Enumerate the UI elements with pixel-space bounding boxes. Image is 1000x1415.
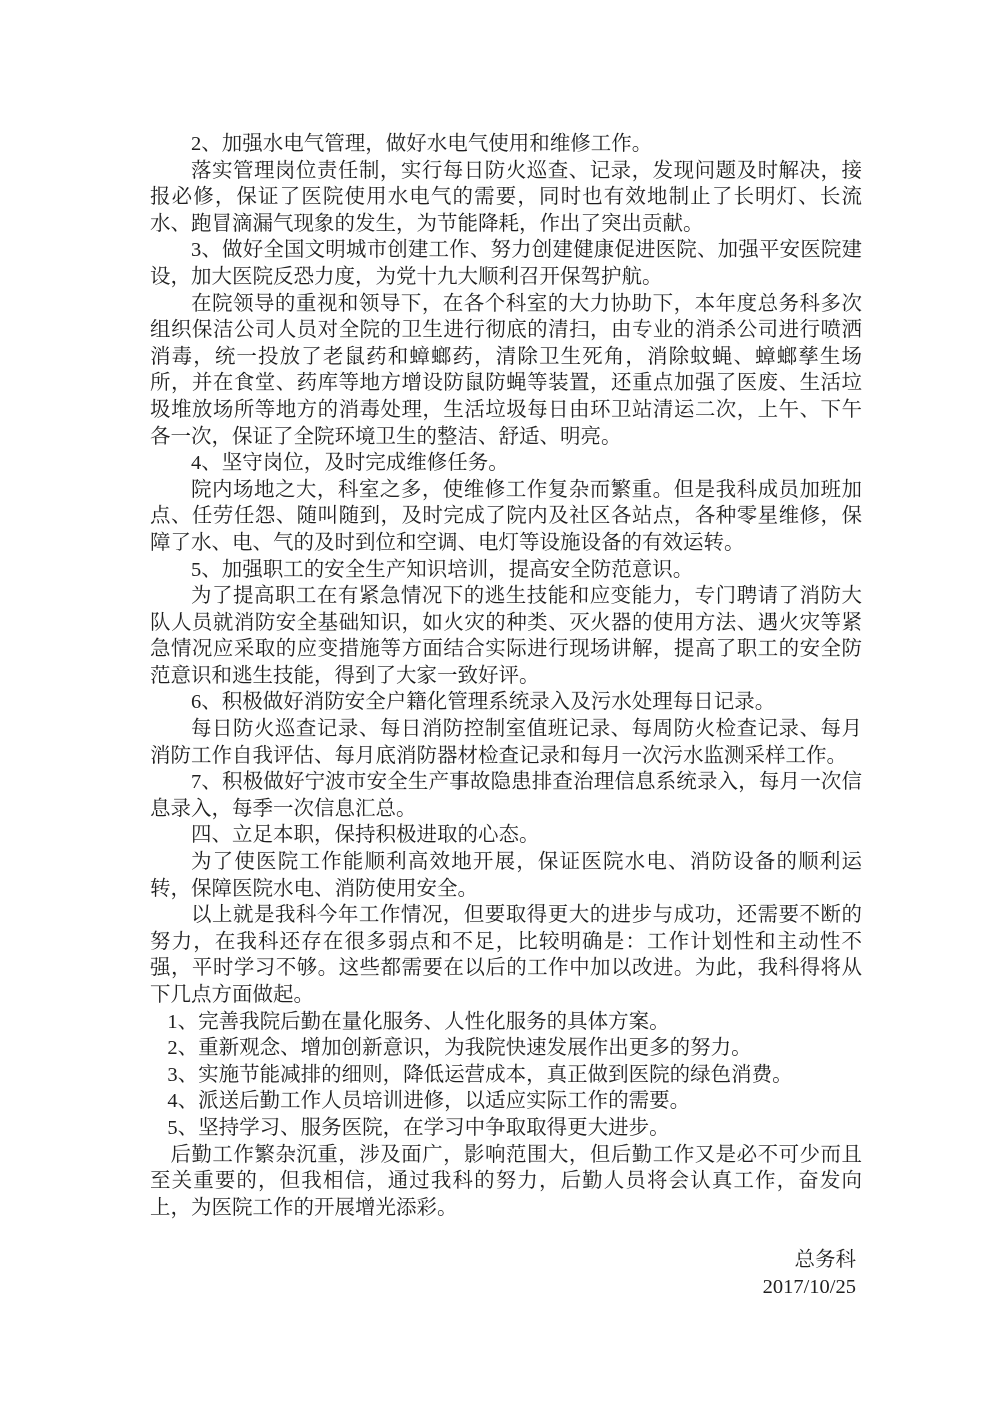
document-content <box>150 131 862 1301</box>
document-body <box>150 131 862 1221</box>
paragraph: 后勤工作繁杂沉重，涉及面广，影响范围大，但后勤工作又是必不可少而且至关重要的，但我相信，通过我科的努力，后勤人员将会认真工作，奋发向上，为医院工作的开展增光添彩。 <box>150 1143 862 1219</box>
paragraph: 3、实施节能减排的细则，降低运营成本，真正做到医院的绿色消费。 <box>167 1063 793 1086</box>
paragraph: 在院领导的重视和领导下，在各个科室的大力协助下，本年度总务科多次组织保洁公司人员对全院的卫生进行彻底的清扫，由专业的消杀公司进行喷洒消毒，统一投放了老鼠药和蟑螂药，清除卫生死角，消除蚊蝇、蟑螂孳生场所，并在食堂、药库等地方增设防鼠防蝇等装置，还重点加强了医废、生活垃圾堆放场所等地方的消毒处理，生活垃圾每日由环卫站清运二次，上午、下午各一次，保证了全院环境卫生的整洁、舒适、明亮。 <box>150 292 862 448</box>
signature-block <box>150 1247 862 1300</box>
paragraph: 7、积极做好宁波市安全生产事故隐患排查治理信息系统录入，每月一次信息录入，每季一次信息汇总。 <box>150 771 862 820</box>
paragraph: 每日防火巡查记录、每日消防控制室值班记录、每周防火检查记录、每月消防工作自我评估、每月底消防器材检查记录和每月一次污水监测采样工作。 <box>150 718 862 767</box>
paragraph: 5、加强职工的安全生产知识培训，提高安全防范意识。 <box>191 558 694 581</box>
paragraph: 以上就是我科今年工作情况，但要取得更大的进步与成功，还需要不断的努力，在我科还存在很多弱点和不足，比较明确是：工作计划性和主动性不强，平时学习不够。这些都需要在以后的工作中加以改进。为此，我科得将从下几点方面做起。 <box>150 904 862 1006</box>
paragraph: 4、坚守岗位，及时完成维修任务。 <box>191 452 509 475</box>
paragraph: 3、做好全国文明城市创建工作、努力创建健康促进医院、加强平安医院建设，加大医院反恐力度，为党十九大顺利召开保驾护航。 <box>150 239 862 288</box>
paragraph: 为了提高职工在有紧急情况下的逃生技能和应变能力，专门聘请了消防大队人员就消防安全基础知识，如火灾的种类、灭火器的使用方法、遇火灾等紧急情况应采取的应变措施等方面结合实际进行现场讲解，提高了职工的安全防范意识和逃生技能，得到了大家一致好评。 <box>150 585 862 687</box>
signature-date: 2017/10/25 <box>762 1275 856 1298</box>
paragraph: 5、坚持学习、服务医院，在学习中争取取得更大进步。 <box>167 1116 670 1139</box>
paragraph: 四、立足本职，保持积极进取的心态。 <box>191 824 540 847</box>
paragraph: 院内场地之大，科室之多，使维修工作复杂而繁重。但是我科成员加班加点、任劳任怨、随叫随到，及时完成了院内及社区各站点，各种零星维修，保障了水、电、气的及时到位和空调、电灯等设施设备的有效运转。 <box>150 478 862 554</box>
paragraph: 2、重新观念、增加创新意识，为我院快速发展作出更多的努力。 <box>167 1037 752 1060</box>
paragraph: 6、积极做好消防安全户籍化管理系统录入及污水处理每日记录。 <box>191 691 776 714</box>
signature-department: 总务科 <box>794 1249 856 1272</box>
paragraph: 1、完善我院后勤在量化服务、人性化服务的具体方案。 <box>167 1010 670 1033</box>
paragraph: 4、派送后勤工作人员培训进修，以适应实际工作的需要。 <box>167 1090 691 1113</box>
paragraph: 2、加强水电气管理，做好水电气使用和维修工作。 <box>191 133 653 155</box>
paragraph: 为了使医院工作能顺利高效地开展，保证医院水电、消防设备的顺利运转，保障医院水电、消防使用安全。 <box>150 851 862 900</box>
paragraph: 落实管理岗位责任制，实行每日防火巡查、记录，发现问题及时解决，接报必修，保证了医院使用水电气的需要，同时也有效地制止了长明灯、长流水、跑冒滴漏气现象的发生，为节能降耗，作出了突出贡献。 <box>150 159 862 235</box>
